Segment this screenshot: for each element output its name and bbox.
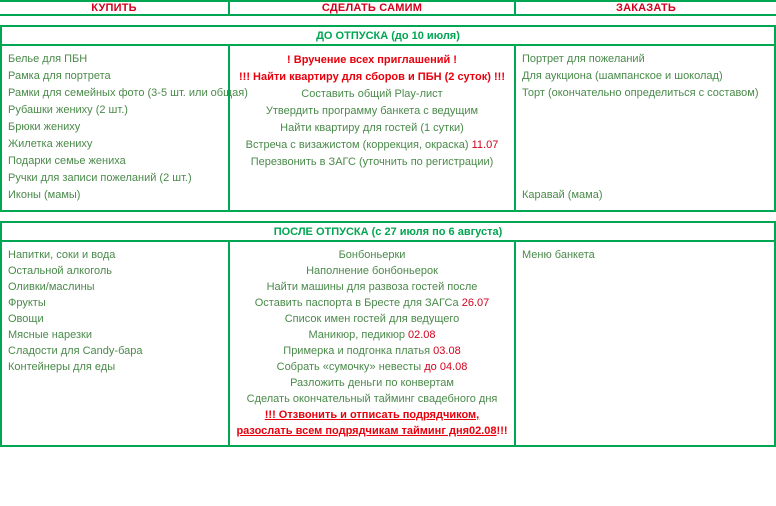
column-diy-after xyxy=(228,242,516,445)
list-item: Контейнеры для еды xyxy=(8,361,116,373)
column-order-before xyxy=(516,46,772,210)
list-item: Составить общий Play-лист xyxy=(301,88,443,100)
list-item: Меню банкета xyxy=(522,249,595,261)
list-item-text: разослать всем подрядчикам тайминг дня xyxy=(236,425,470,437)
list-item: Рамка для портрета xyxy=(8,70,111,82)
header-cell-buy xyxy=(0,0,228,16)
list-item: Наполнение бонбоньерок xyxy=(306,265,438,277)
list-item-highlight: !!! Отзвонить и отписать подрядчиком, xyxy=(264,409,480,421)
list-item-date: 02.08 xyxy=(408,329,436,341)
list-item: Иконы (мамы) xyxy=(8,189,81,201)
order-list-top xyxy=(522,51,766,102)
list-item-highlight xyxy=(236,423,508,439)
list-item: Сделать окончательный тайминг свадебного дня xyxy=(246,393,498,405)
list-item: Подарки семье жениха xyxy=(8,155,126,167)
column-buy-before xyxy=(2,46,248,210)
list-item: Бонбоньерки xyxy=(338,249,406,261)
spacer-1 xyxy=(0,16,776,25)
section-columns-before-vacation xyxy=(2,46,774,210)
list-item-text: Маникюр, педикюр xyxy=(308,329,405,341)
list-item: Рамки для семейных фото (3-5 шт. или общая) xyxy=(8,87,248,99)
list-item-text: Примерка и подгонка платья xyxy=(283,345,431,357)
list-item: Сладости для Candy-бара xyxy=(8,345,143,357)
list-item: Фрукты xyxy=(8,297,46,309)
list-item: Портрет для пожеланий xyxy=(522,53,645,65)
list-item: Остальной алкоголь xyxy=(8,265,113,277)
list-item: Утвердить программу банкета с ведущим xyxy=(265,105,479,117)
list-item: Рубашки жениху (2 шт.) xyxy=(8,104,128,116)
list-item xyxy=(236,137,508,154)
header-label-order: ЗАКАЗАТЬ xyxy=(615,2,676,14)
list-item xyxy=(236,327,508,343)
list-item-date: 02.08 xyxy=(469,425,497,437)
header-cell-diy xyxy=(228,0,516,16)
list-item: Для аукциона (шампанское и шоколад) xyxy=(522,70,723,82)
list-item: Перезвонить в ЗАГС (уточнить по регистрации) xyxy=(250,156,494,168)
section-title-before-vacation: ДО ОТПУСКА (до 10 июля) xyxy=(2,27,774,46)
list-item xyxy=(236,359,508,375)
column-buy-after xyxy=(2,242,228,445)
list-item-date: до 04.08 xyxy=(424,361,468,373)
list-item-highlight: !!! Найти квартиру для сборов и ПБН (2 суток) !!! xyxy=(239,71,505,83)
list-item-text: Встреча с визажистом (коррекция, окраска) xyxy=(245,139,469,151)
list-item-date: 11.07 xyxy=(471,139,499,151)
section-columns-after-vacation xyxy=(2,242,774,445)
list-item: Мясные нарезки xyxy=(8,329,92,341)
table-header-row xyxy=(0,0,776,16)
list-item: Разложить деньги по конвертам xyxy=(290,377,454,389)
section-after-vacation xyxy=(0,221,776,447)
list-item: Оливки/маслины xyxy=(8,281,95,293)
header-label-diy: СДЕЛАТЬ САМИМ xyxy=(321,2,423,14)
section-title-after-vacation: ПОСЛЕ ОТПУСКА (с 27 июля по 6 августа) xyxy=(2,223,774,242)
list-item xyxy=(236,295,508,311)
spacer-2 xyxy=(0,212,776,221)
list-item-date: 03.08 xyxy=(433,345,461,357)
list-item-text: Оставить паспорта в Бресте для ЗАГСа xyxy=(254,297,459,309)
list-item-highlight: ! Вручение всех приглашений ! xyxy=(287,54,457,66)
list-item xyxy=(236,343,508,359)
list-item-date: 26.07 xyxy=(461,297,490,309)
list-item: Каравай (мама) xyxy=(522,189,603,201)
list-item: Напитки, соки и вода xyxy=(8,249,116,261)
header-cell-order xyxy=(516,0,776,16)
list-item: Найти машины для развоза гостей после xyxy=(266,281,478,293)
list-item: Овощи xyxy=(8,313,44,325)
list-item: Список имен гостей для ведущего xyxy=(284,313,460,325)
order-list-bottom xyxy=(522,187,766,204)
list-item: Торт (окончательно определиться с составом) xyxy=(522,87,759,99)
list-item: Найти квартиру для гостей (1 сутки) xyxy=(280,122,464,134)
column-order-after xyxy=(516,242,772,445)
list-item-text: Собрать «сумочку» невесты xyxy=(276,361,422,373)
list-item: Белье для ПБН xyxy=(8,53,88,65)
list-item: Брюки жениху xyxy=(8,121,81,133)
column-diy-before xyxy=(228,46,516,210)
section-before-vacation xyxy=(0,25,776,212)
list-item-suffix: !!! xyxy=(496,425,508,437)
list-item: Жилетка жениху xyxy=(8,138,93,150)
header-label-buy: КУПИТЬ xyxy=(91,2,137,14)
list-item: Ручки для записи пожеланий (2 шт.) xyxy=(8,172,192,184)
